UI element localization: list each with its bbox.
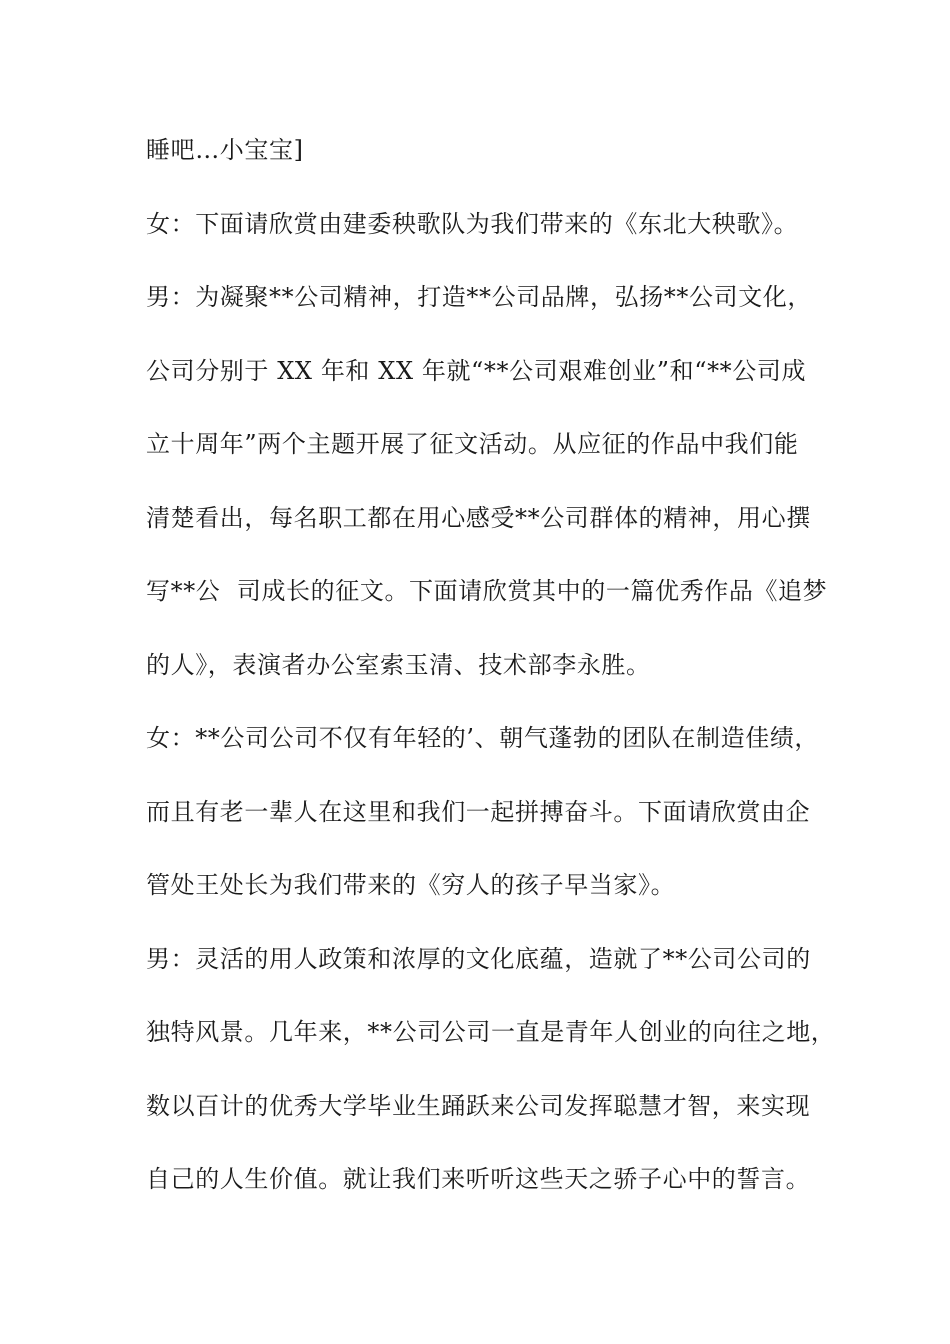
text-line: 的人》，表演者办公室索玉清、技术部李永胜。 [146, 650, 651, 679]
text-line: 自己的人生价值。就让我们来听听这些天之骄子心中的誓言。 [146, 1165, 811, 1193]
text-line: 管处王处长为我们带来的《穷人的孩子早当家》。 [146, 871, 676, 899]
text-line: 女：下面请欣赏由建委秧歌队为我们带来的《东北大秧歌》。 [146, 209, 799, 238]
text-line: 清楚看出，每名职工都在用心感受**公司群体的精神，用心撰 [146, 503, 811, 532]
script-text-block [146, 128, 846, 1231]
text-line: 立十周年”两个主题开展了征文活动。从应征的作品中我们能 [146, 430, 799, 458]
text-line: 而且有老一辈人在这里和我们一起拼搏奋斗。下面请欣赏由企 [146, 797, 811, 826]
text-line: 数以百计的优秀大学毕业生踊跃来公司发挥聪慧才智，来实现 [146, 1091, 811, 1120]
text-line: 男：灵活的用人政策和浓厚的文化底蕴，造就了**公司公司的 [146, 944, 811, 973]
text-line: 写**公 司成长的征文。下面请欣赏其中的一篇优秀作品《追梦 [146, 577, 828, 605]
text-line: 睡吧…小宝宝] [146, 136, 304, 164]
text-line: 女：**公司公司不仅有年轻的’、朝气蓬勃的团队在制造佳绩， [146, 724, 820, 752]
text-line: 独特风景。几年来，**公司公司一直是青年人创业的向往之地， [146, 1018, 836, 1046]
text-line: 公司分别于 XX 年和 XX 年就“**公司艰难创业”和“**公司成 [146, 356, 807, 385]
text-line: 男：为凝聚**公司精神，打造**公司品牌，弘扬**公司文化， [146, 283, 812, 311]
